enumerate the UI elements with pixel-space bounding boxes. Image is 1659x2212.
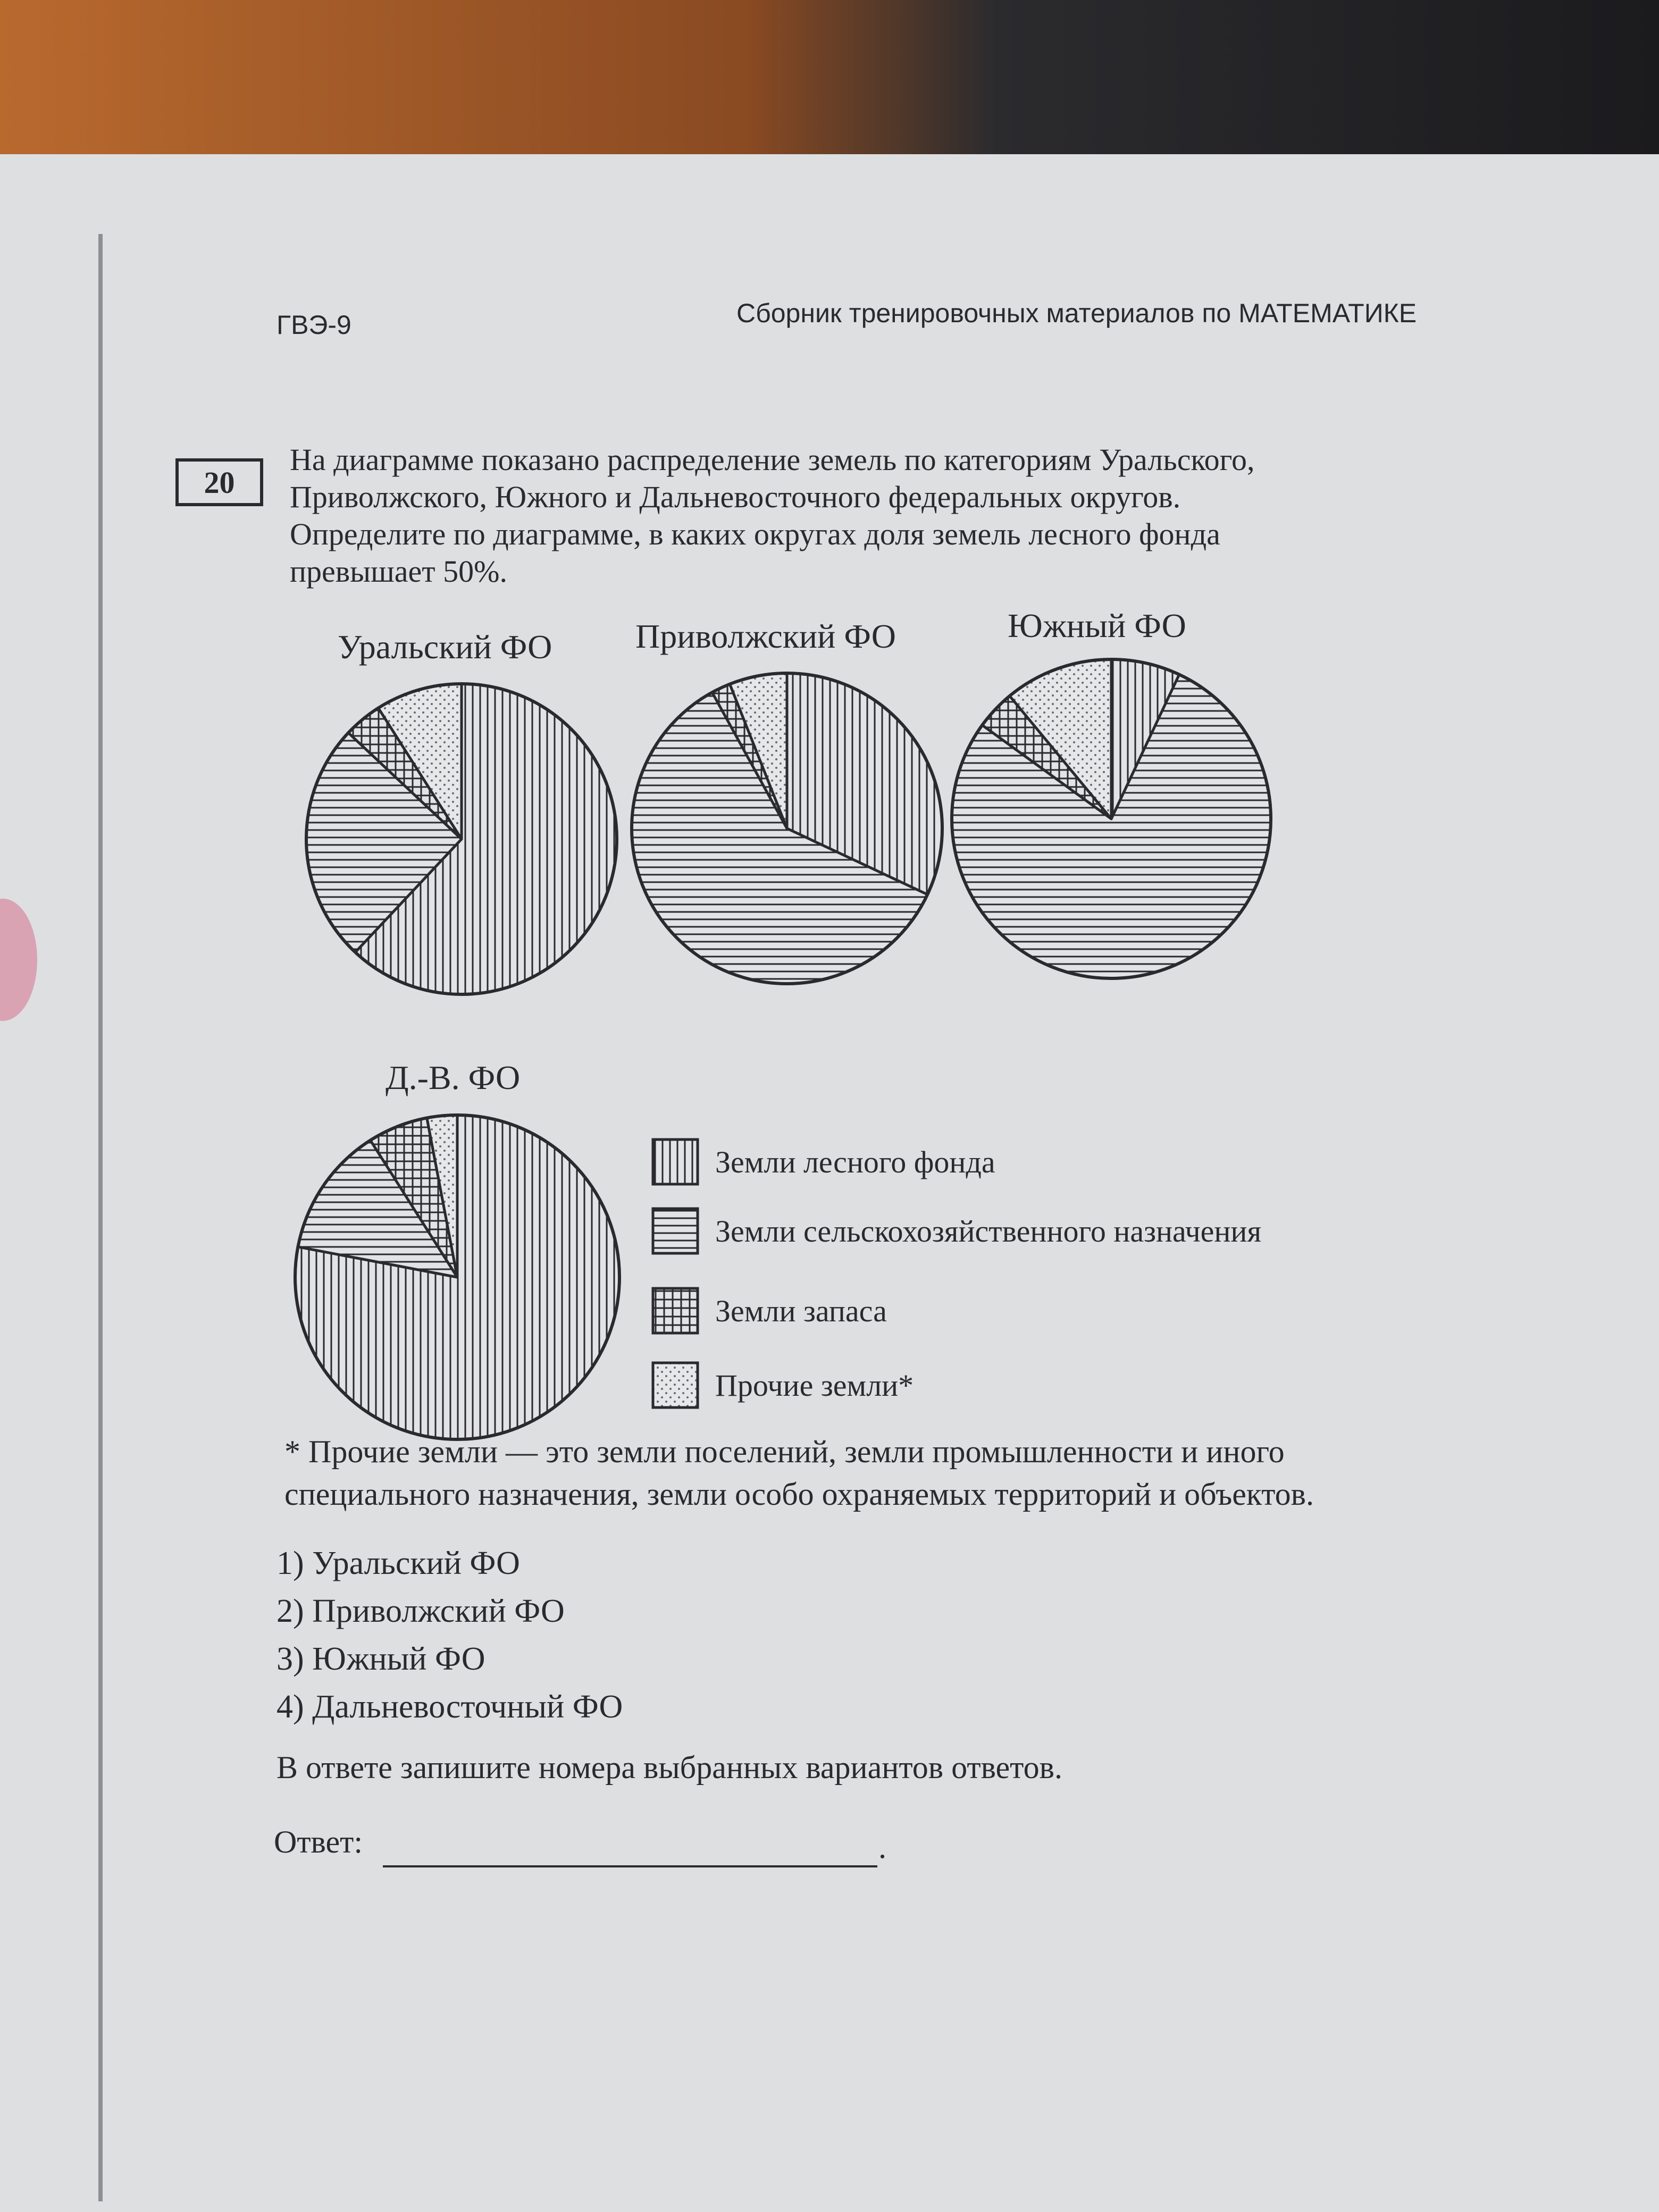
instruction: В ответе запишите номера выбранных вариантов ответов. [276, 1750, 1062, 1785]
legend-swatch [651, 1207, 699, 1255]
legend-item [651, 1207, 1261, 1255]
legend-swatch [651, 1361, 699, 1409]
footnote [284, 1430, 1492, 1515]
option-1: 1) Уральский ФО [276, 1545, 520, 1581]
option-2: 2) Приволжский ФО [276, 1593, 565, 1629]
legend-item [651, 1138, 995, 1186]
question-line: превышает 50%. [290, 554, 507, 589]
answer-dot: . [878, 1830, 886, 1865]
legend-item [651, 1361, 914, 1409]
header-left: ГВЭ-9 [276, 310, 351, 340]
option-4: 4) Дальневосточный ФО [276, 1689, 623, 1725]
pie-title-dv: Д.-В. ФО [386, 1059, 521, 1096]
answer-label: Ответ: [274, 1824, 363, 1859]
legend-label: Прочие земли* [715, 1368, 914, 1403]
legend-label: Земли запаса [715, 1293, 887, 1328]
question-line: На диаграмме показано распределение земель по категориям Уральского, [290, 442, 1255, 477]
option-3: 3) Южный ФО [276, 1641, 485, 1677]
legend-swatch [651, 1287, 699, 1335]
pie-title-yuzh: Южный ФО [1008, 607, 1186, 644]
legend-label: Земли сельскохозяйственного назначения [715, 1213, 1262, 1249]
task-number: 20 [175, 458, 263, 506]
header-right: Сборник тренировочных материалов по МАТЕМАТИКЕ [736, 298, 1417, 328]
legend-label: Земли лесного фонда [715, 1144, 995, 1179]
question-line: Определите по диаграмме, в каких округах доля земель лесного фонда [290, 517, 1220, 551]
legend-item [651, 1287, 887, 1335]
answer-line [383, 1865, 877, 1867]
pie-title-ural: Уральский ФО [338, 628, 552, 666]
question-line: Приволжского, Южного и Дальневосточного федеральных округов. [290, 480, 1181, 514]
footnote-line: специального назначения, земли особо охраняемых территорий и объектов. [284, 1477, 1314, 1512]
footnote-line: * Прочие земли — это земли поселений, земли промышленности и иного [284, 1434, 1285, 1469]
legend-swatch [651, 1138, 699, 1186]
pie-title-privolzh: Приволжский ФО [635, 617, 896, 655]
